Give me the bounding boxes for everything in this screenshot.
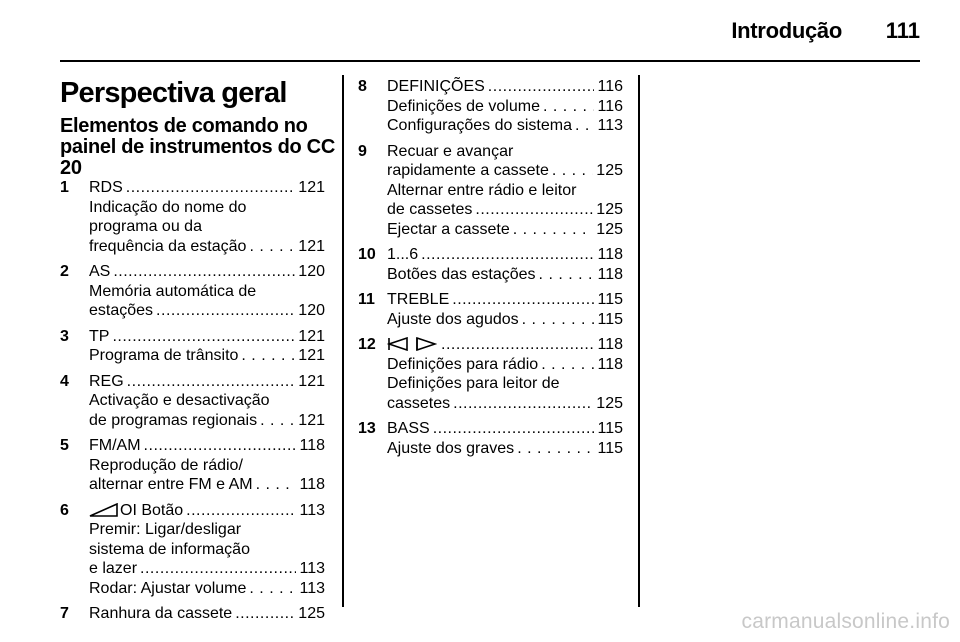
- entry-line: [387, 181, 623, 201]
- entry-line: [89, 391, 325, 411]
- entry-text: TREBLE: [387, 291, 450, 308]
- seek-arrows-icon: [387, 335, 437, 355]
- dot-leader: [156, 301, 295, 321]
- page-reference[interactable]: 121: [298, 411, 325, 429]
- entry-line: [89, 198, 325, 218]
- index-entry: [60, 372, 325, 431]
- entry-text: RDS: [89, 179, 123, 196]
- entry-text: estações: [89, 302, 154, 319]
- entry-line: [89, 327, 325, 347]
- dot-leader: [517, 439, 594, 459]
- entry-line: [89, 540, 325, 560]
- subsection-title: Elementos de comando no painel de instrumentos do CC 20: [60, 115, 335, 179]
- entry-line: [387, 394, 623, 414]
- dot-leader: [140, 559, 296, 579]
- dot-leader: [241, 346, 295, 366]
- dot-leader: [522, 310, 595, 330]
- index-entry: [358, 290, 623, 329]
- entries-left-column: [60, 178, 325, 630]
- entry-text: Rodar: Ajustar volume: [89, 579, 247, 597]
- entry-text: Botões das estações: [387, 265, 536, 283]
- entry-line: [387, 142, 623, 162]
- entry-line: [387, 200, 623, 220]
- entry-text: Definições de volume: [387, 97, 540, 115]
- entry-number: 5: [60, 437, 69, 454]
- entry-line: [387, 290, 623, 310]
- entry-text: e lazer: [89, 560, 138, 577]
- entry-line: [387, 77, 623, 97]
- page-reference[interactable]: 121: [298, 347, 325, 364]
- entry-line: [387, 439, 623, 459]
- page-reference[interactable]: 125: [596, 201, 623, 218]
- entry-number: 1: [60, 179, 69, 196]
- entry-text: frequência da estação: [89, 237, 247, 255]
- dot-leader: [144, 436, 297, 456]
- dot-leader: [441, 335, 594, 355]
- entry-text: Programa de trânsito: [89, 347, 239, 364]
- dot-leader: [260, 411, 295, 431]
- dot-leader: [126, 178, 296, 198]
- entry-line: [387, 161, 623, 181]
- section-title: Perspectiva geral: [60, 77, 287, 109]
- entry-text: Configurações do sistema: [387, 117, 572, 134]
- entry-line: [89, 237, 325, 257]
- index-entry: [60, 178, 325, 256]
- entry-number: 2: [60, 263, 69, 280]
- index-entry: [60, 604, 325, 624]
- page-reference[interactable]: 113: [299, 560, 325, 577]
- entry-number: 4: [60, 372, 69, 390]
- entry-text: Premir: Ligar/desligar: [89, 521, 242, 538]
- entry-text: FM/AM: [89, 437, 141, 454]
- entry-line: [89, 520, 325, 540]
- dot-leader: [552, 161, 593, 181]
- entry-line: [387, 355, 623, 375]
- entry-line: [89, 301, 325, 321]
- entry-line: [89, 178, 325, 198]
- header-title: Introdução: [731, 18, 842, 43]
- header-rule: [60, 60, 920, 62]
- index-entry: [358, 142, 623, 240]
- entry-line: [89, 262, 325, 282]
- index-entry: [358, 77, 623, 136]
- page-reference[interactable]: 115: [597, 291, 623, 308]
- entry-text: AS: [89, 263, 111, 280]
- page-reference[interactable]: 113: [299, 579, 325, 597]
- entry-text: REG: [89, 372, 124, 390]
- page-reference[interactable]: 125: [596, 162, 623, 179]
- page-reference[interactable]: 125: [596, 220, 623, 238]
- dot-leader: [421, 245, 594, 265]
- entry-line: [89, 217, 325, 237]
- index-entry: [60, 436, 325, 495]
- entry-number: 7: [60, 605, 69, 622]
- entry-line: [89, 604, 325, 624]
- dot-leader: [235, 604, 295, 624]
- entry-number: 3: [60, 327, 69, 345]
- column-divider-1: [342, 75, 344, 607]
- entry-text: Ejectar a cassete: [387, 220, 510, 238]
- entry-line: [89, 346, 325, 366]
- entry-number: 8: [358, 78, 367, 95]
- entry-text: Memória automática de: [89, 282, 257, 300]
- dot-leader: [249, 237, 295, 257]
- entry-number: 13: [358, 420, 376, 437]
- entry-line: [89, 501, 325, 521]
- entry-number: 11: [358, 291, 375, 308]
- page-reference[interactable]: 115: [597, 310, 623, 328]
- entry-text: Ajuste dos graves: [387, 439, 515, 457]
- entry-line: [387, 335, 623, 355]
- page-reference[interactable]: 113: [597, 117, 623, 134]
- dot-leader: [488, 77, 595, 97]
- dot-leader: [113, 262, 295, 282]
- dot-leader: [249, 579, 296, 599]
- page-reference[interactable]: 125: [298, 605, 325, 622]
- index-entry: [60, 501, 325, 599]
- entry-text: TP: [89, 327, 110, 345]
- entry-text: DEFINIÇÕES: [387, 78, 485, 95]
- entry-line: [387, 374, 623, 394]
- entry-text: sistema de informação: [89, 540, 250, 558]
- entry-line: [89, 282, 325, 302]
- page-reference[interactable]: 118: [597, 265, 623, 283]
- dot-leader: [513, 220, 594, 240]
- page-reference[interactable]: 120: [298, 263, 325, 280]
- entry-line: [387, 310, 623, 330]
- entry-text: alternar entre FM e AM: [89, 476, 253, 493]
- dot-leader: [539, 265, 595, 285]
- entry-text: Activação e desactivação: [89, 392, 270, 409]
- entry-text: Ranhura da cassete: [89, 605, 233, 622]
- dot-leader: [127, 372, 296, 392]
- entry-text: Indicação do nome do: [89, 198, 247, 216]
- page-reference[interactable]: 116: [597, 78, 623, 95]
- entry-text: Reprodução de rádio/: [89, 456, 243, 474]
- entry-line: [89, 456, 325, 476]
- dot-leader: [433, 419, 595, 439]
- page-reference[interactable]: 125: [596, 394, 623, 412]
- dot-leader: [543, 97, 595, 117]
- page-reference[interactable]: 118: [597, 336, 623, 353]
- entry-line: [89, 475, 325, 495]
- page-reference[interactable]: 121: [298, 372, 325, 390]
- page-reference[interactable]: 121: [298, 237, 325, 255]
- index-entry: [60, 327, 325, 366]
- index-entry: [358, 245, 623, 284]
- entry-text: rapidamente a cassete: [387, 162, 549, 179]
- entry-line: [89, 372, 325, 392]
- entry-line: [387, 265, 623, 285]
- page-reference[interactable]: 118: [597, 355, 623, 373]
- entry-text: Definições para rádio: [387, 355, 539, 373]
- page-reference[interactable]: 121: [298, 327, 325, 345]
- page-number: 111: [885, 18, 920, 43]
- page-reference[interactable]: 120: [298, 302, 325, 319]
- entry-line: [89, 411, 325, 431]
- entry-text: Ajuste dos agudos: [387, 310, 519, 328]
- dot-leader: [452, 290, 594, 310]
- page-reference[interactable]: 115: [597, 439, 623, 457]
- entry-line: [89, 559, 325, 579]
- entry-text: Alternar entre rádio e leitor: [387, 181, 577, 199]
- page-reference[interactable]: 118: [299, 437, 325, 454]
- index-entry: [358, 419, 623, 458]
- entries-right-column: [358, 77, 623, 464]
- page-reference[interactable]: 118: [299, 476, 325, 493]
- dot-leader: [475, 200, 593, 220]
- column-divider-2: [638, 75, 640, 607]
- index-entry: [60, 262, 325, 321]
- entry-text: programa ou da: [89, 218, 202, 235]
- dot-leader: [453, 394, 593, 414]
- entry-text: de programas regionais: [89, 411, 258, 429]
- volume-icon: [89, 501, 119, 521]
- entry-text: cassetes: [387, 394, 451, 412]
- dot-leader: [541, 355, 594, 375]
- index-entry: [358, 335, 623, 413]
- entry-line: [387, 116, 623, 136]
- entry-line: [387, 419, 623, 439]
- entry-text: Definições para leitor de: [387, 375, 560, 392]
- entry-text: Recuar e avançar: [387, 142, 514, 160]
- dot-leader: [112, 327, 295, 347]
- page-reference[interactable]: 113: [299, 501, 325, 519]
- entry-line: [387, 97, 623, 117]
- page-reference[interactable]: 118: [597, 246, 623, 263]
- entry-text: OI Botão: [120, 501, 184, 519]
- entry-number: 6: [60, 501, 69, 519]
- entry-number: 9: [358, 142, 367, 160]
- entry-text: 1...6: [387, 246, 419, 263]
- entry-line: [89, 579, 325, 599]
- entry-number: 10: [358, 246, 376, 263]
- dot-leader: [575, 116, 595, 136]
- entry-line: [89, 436, 325, 456]
- entry-number: 12: [358, 336, 376, 353]
- dot-leader: [186, 501, 296, 521]
- entry-line: [387, 220, 623, 240]
- entry-text: BASS: [387, 420, 430, 437]
- entry-line: [387, 245, 623, 265]
- watermark: carmanualsonline.info: [741, 610, 950, 633]
- page-reference[interactable]: 121: [298, 179, 325, 196]
- page-reference[interactable]: 116: [597, 97, 623, 115]
- dot-leader: [256, 475, 297, 495]
- entry-text: de cassetes: [387, 201, 473, 218]
- page-reference[interactable]: 115: [597, 420, 623, 437]
